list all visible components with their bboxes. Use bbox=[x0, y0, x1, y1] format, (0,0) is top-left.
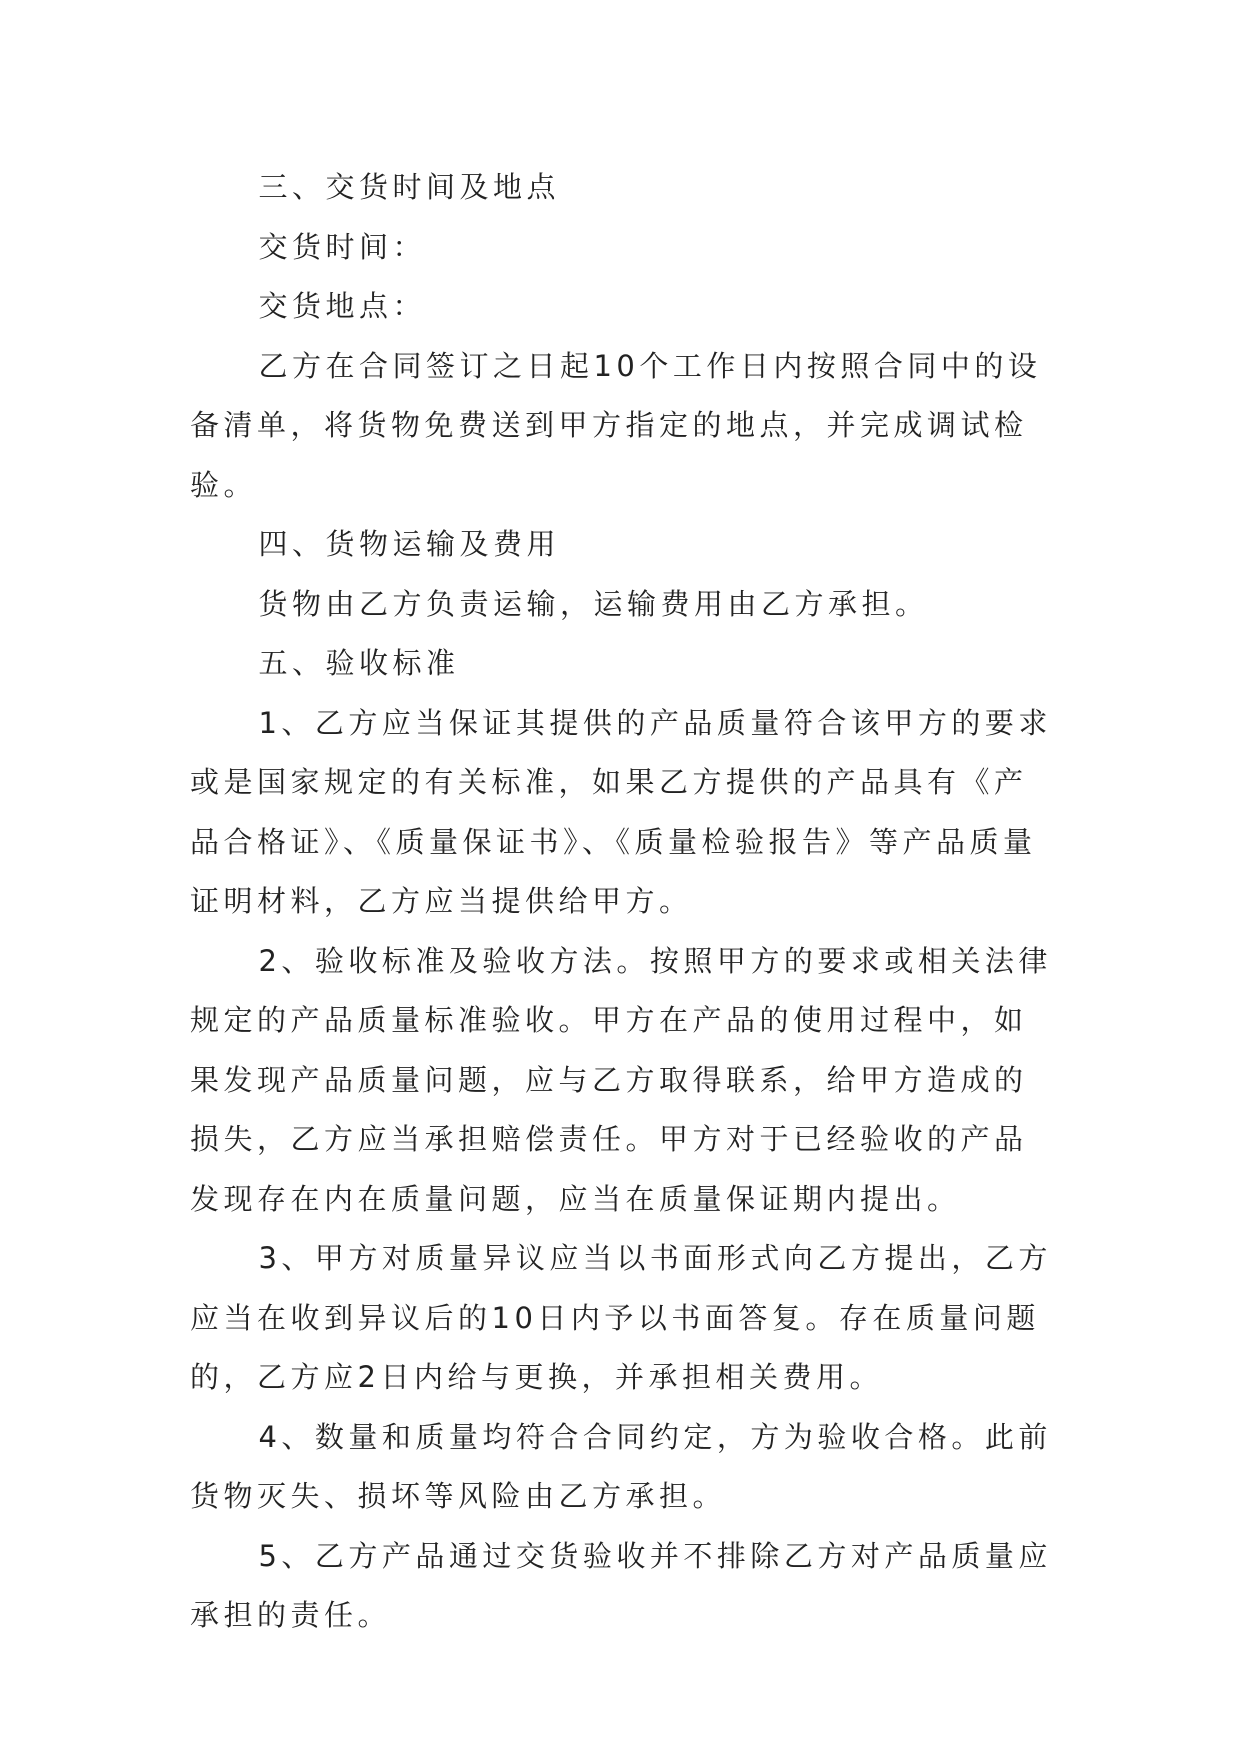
delivery-paragraph: 乙方在合同签订之日起10个工作日内按照合同中的设备清单，将货物免费送到甲方指定的地点，并完成调试检验。 bbox=[190, 348, 1042, 502]
document-body bbox=[190, 158, 1060, 1646]
delivery-place-line: 交货地点： bbox=[258, 289, 426, 323]
acceptance-clause-1: 1、乙方应当保证其提供的产品质量符合该甲方的要求或是国家规定的有关标准，如果乙方提供的产品具有《产品合格证》、《质量保证书》、《质量检验报告》等产品质量证明材料，乙方应当提供给甲方。 bbox=[190, 705, 1052, 918]
section-heading-transport-costs: 四、货物运输及费用 bbox=[258, 527, 560, 561]
acceptance-clause-5: 5、乙方产品通过交货验收并不排除乙方对产品质量应承担的责任。 bbox=[190, 1538, 1052, 1632]
acceptance-clause-4: 4、数量和质量均符合合同约定，方为验收合格。此前货物灭失、损坏等风险由乙方承担。 bbox=[190, 1419, 1052, 1513]
transport-paragraph: 货物由乙方负责运输，运输费用由乙方承担。 bbox=[258, 586, 929, 621]
delivery-time-line: 交货时间： bbox=[258, 229, 426, 264]
section-heading-delivery-time-place: 三、交货时间及地点 bbox=[258, 170, 560, 204]
section-heading-acceptance-standard: 五、验收标准 bbox=[258, 646, 460, 680]
acceptance-clause-3: 3、甲方对质量异议应当以书面形式向乙方提出，乙方应当在收到异议后的10日内予以书面答复。存在质量问题的，乙方应2日内给与更换，并承担相关费用。 bbox=[190, 1241, 1052, 1394]
acceptance-clause-2: 2、验收标准及验收方法。按照甲方的要求或相关法律规定的产品质量标准验收。甲方在产品的使用过程中，如果发现产品质量问题，应与乙方取得联系，给甲方造成的损失，乙方应当承担赔偿责任。甲方对于已经验收的产品发现存在内在质量问题，应当在质量保证期内提出。 bbox=[190, 943, 1052, 1216]
